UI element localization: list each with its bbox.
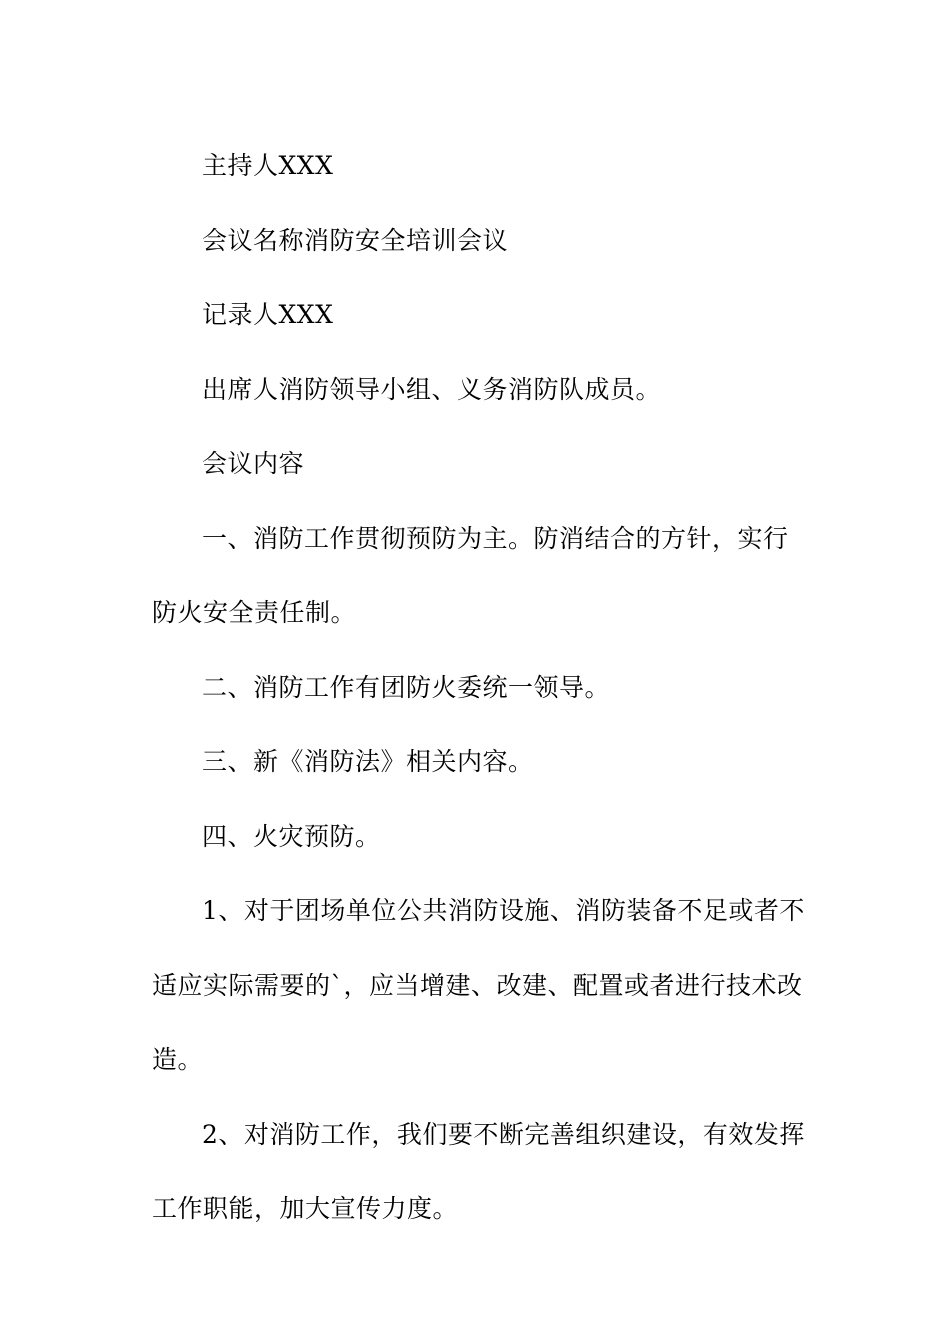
host-line: 主持人XXX [202, 151, 334, 180]
item-three-paragraph: 三、新《消防法》相关内容。 [202, 747, 534, 776]
subitem-one-paragraph: 1、对于团场单位公共消防设施、消防装备不足或者不适应实际需要的`，应当增建、改建、配置或者进行技术改造。 [152, 896, 805, 1074]
item-two-paragraph: 二、消防工作有团防火委统一领导。 [202, 672, 611, 702]
recorder-line: 记录人XXX [202, 300, 334, 329]
item-four-paragraph: 四、火灾预防。 [202, 821, 381, 851]
document-body [152, 129, 808, 1247]
meeting-name-line: 会议名称消防安全培训会议 [202, 225, 509, 255]
content-heading: 会议内容 [202, 449, 305, 478]
item-one-paragraph: 一、消防工作贯彻预防为主。防消结合的方针，实行防火安全责任制。 [152, 523, 789, 627]
subitem-two-paragraph: 2、对消防工作，我们要不断完善组织建设，有效发挥工作职能，加大宣传力度。 [152, 1119, 805, 1223]
attendees-line: 出席人消防领导小组、义务消防队成员。 [202, 374, 662, 404]
